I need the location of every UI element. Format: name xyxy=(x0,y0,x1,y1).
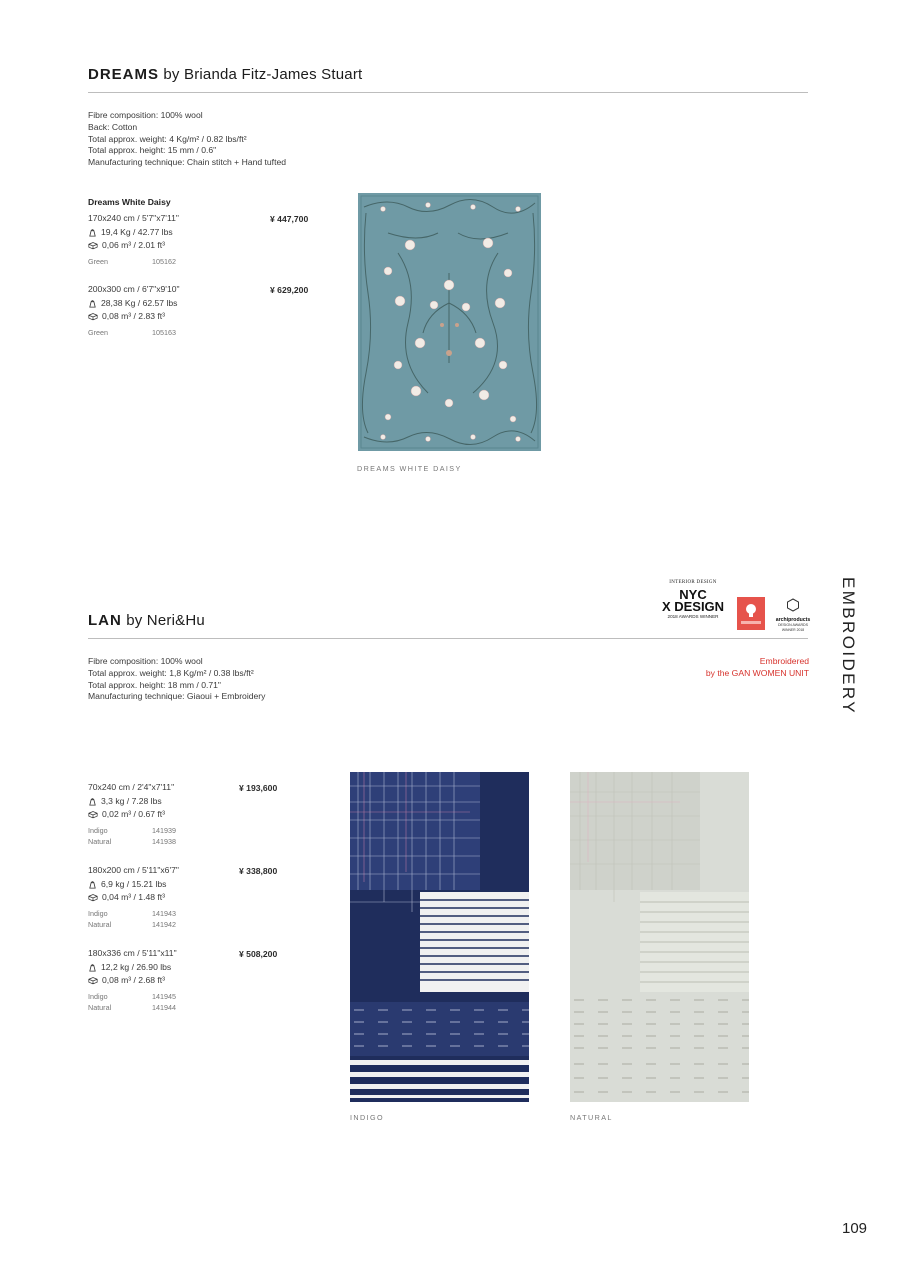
volume-label: 0,08 m³ / 2.68 ft³ xyxy=(102,975,166,986)
size-label: 180x336 cm / 5'11"x11" xyxy=(88,948,177,958)
weight-label: 19,4 Kg / 42.77 lbs xyxy=(101,226,173,237)
dreams-price: ¥ 629,200 xyxy=(270,285,309,295)
color-code-row: Green 105162 xyxy=(88,256,176,266)
lan-price: ¥ 338,800 xyxy=(239,866,278,876)
color-code-row: Green 105163 xyxy=(88,327,176,337)
volume-icon xyxy=(88,893,98,902)
spec-line: Total approx. height: 18 mm / 0.71" xyxy=(88,679,221,690)
natural-caption: NATURAL xyxy=(570,1113,613,1122)
volume-icon xyxy=(88,810,98,819)
size-label: 200x300 cm / 6'7"x9'10" xyxy=(88,284,180,294)
weight-label: 12,2 kg / 26.90 lbs xyxy=(101,961,172,972)
spec-line: Fibre composition: 100% wool xyxy=(88,110,203,120)
hexagon-icon xyxy=(786,598,800,612)
spec-line: Manufacturing technique: Giaoui + Embroidery xyxy=(88,691,266,702)
nyc-x-design-award-logo: INTERIOR DESIGN NYC X DESIGN 2018 AWARDS WINNER xyxy=(661,580,725,619)
dreams-title-name: DREAMS xyxy=(88,66,160,83)
color-code-row: Natural 141938 xyxy=(88,836,176,846)
color-code-row: Natural 141944 xyxy=(88,1002,176,1012)
dreams-image-caption: DREAMS WHITE DAISY xyxy=(357,464,462,473)
weight-label: 6,9 kg / 15.21 lbs xyxy=(101,878,167,889)
lan-specs xyxy=(88,656,265,703)
lan-price: ¥ 193,600 xyxy=(239,783,278,793)
weight-icon xyxy=(88,797,97,806)
weight-icon xyxy=(88,299,97,308)
color-code-row: Indigo 141939 xyxy=(88,825,176,835)
volume-icon xyxy=(88,241,98,250)
dreams-product-name: Dreams White Daisy xyxy=(88,197,171,207)
lan-natural-rug-image xyxy=(570,772,749,1102)
dreams-divider xyxy=(88,92,808,93)
spec-line: Fibre composition: 100% wool xyxy=(88,656,203,666)
volume-icon xyxy=(88,312,98,321)
size-label: 70x240 cm / 2'4"x7'11" xyxy=(88,782,175,792)
lan-title xyxy=(88,612,205,629)
dreams-title-designer: by Brianda Fitz-James Stuart xyxy=(159,66,363,83)
lan-divider xyxy=(88,638,808,639)
color-code-row: Natural 141942 xyxy=(88,919,176,929)
award-badge-red xyxy=(737,597,765,630)
spec-line: Total approx. weight: 4 Kg/m² / 0.82 lbs/ft² xyxy=(88,133,247,144)
lan-price: ¥ 508,200 xyxy=(239,949,278,959)
weight-icon xyxy=(88,228,97,237)
weight-label: 28,38 Kg / 62.57 lbs xyxy=(101,297,178,308)
page-number: 109 xyxy=(842,1220,868,1237)
volume-label: 0,02 m³ / 0.67 ft³ xyxy=(102,809,166,820)
volume-icon xyxy=(88,976,98,985)
spec-line: Total approx. weight: 1,8 Kg/m² / 0.38 lbs/ft² xyxy=(88,667,254,678)
size-label: 170x240 cm / 5'7"x7'11" xyxy=(88,213,179,223)
spec-line: Back: Cotton xyxy=(88,121,138,132)
dreams-price: ¥ 447,700 xyxy=(270,214,309,224)
weight-icon xyxy=(88,880,97,889)
spec-line: Manufacturing technique: Chain stitch + Hand tufted xyxy=(88,157,287,168)
lan-indigo-rug-image xyxy=(350,772,529,1102)
weight-label: 3,3 kg / 7.28 lbs xyxy=(101,795,162,806)
volume-label: 0,04 m³ / 1.48 ft³ xyxy=(102,892,166,903)
lightbulb-icon xyxy=(737,597,765,630)
lan-title-designer: by Neri&Hu xyxy=(121,612,205,629)
size-label: 180x200 cm / 5'11"x6'7" xyxy=(88,865,179,875)
archiproducts-award-logo: archiproducts DESIGN AWARDS WINNER 2018 xyxy=(772,598,814,632)
volume-label: 0,06 m³ / 2.01 ft³ xyxy=(102,240,166,251)
weight-icon xyxy=(88,963,97,972)
indigo-caption: INDIGO xyxy=(350,1113,384,1122)
dreams-title xyxy=(88,66,362,83)
volume-label: 0,08 m³ / 2.83 ft³ xyxy=(102,311,166,322)
section-label: EMBROIDERY xyxy=(839,577,858,715)
embroidered-note: Embroidered by the GAN WOMEN UNIT xyxy=(705,656,809,678)
color-code-row: Indigo 141943 xyxy=(88,908,176,918)
dreams-specs xyxy=(88,110,286,169)
spec-line: Total approx. height: 15 mm / 0.6" xyxy=(88,145,217,156)
dreams-white-daisy-rug-image xyxy=(358,193,541,451)
lan-title-name: LAN xyxy=(88,612,122,629)
color-code-row: Indigo 141945 xyxy=(88,991,176,1001)
